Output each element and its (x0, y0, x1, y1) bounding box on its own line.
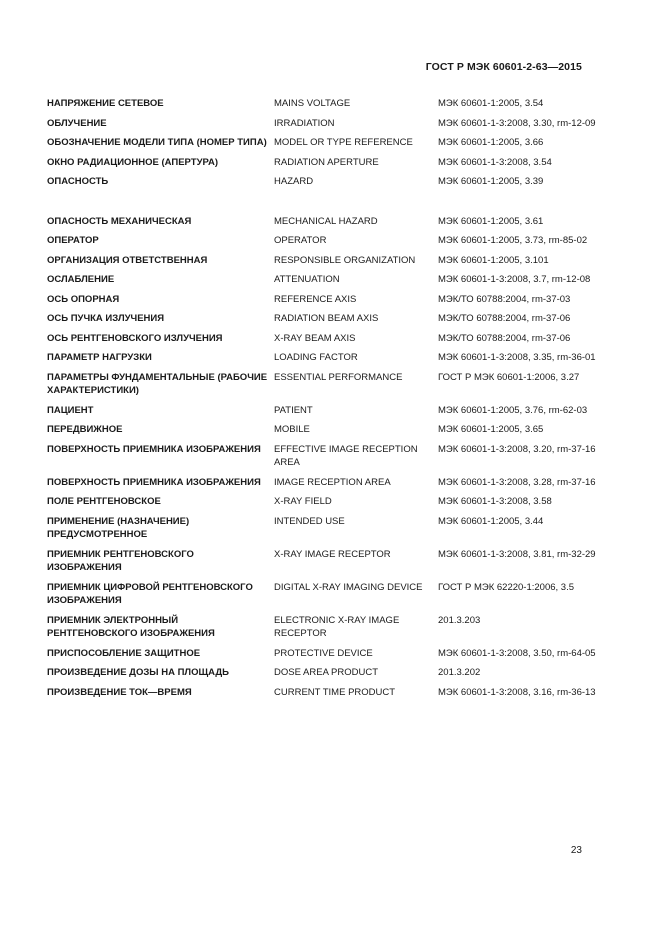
term-english: CURRENT TIME PRODUCT (274, 686, 396, 698)
term-russian: ОСЛАБЛЕНИЕ (47, 274, 115, 285)
table-row (47, 423, 607, 437)
term-reference: МЭК 60601-1:2005, 3.61 (438, 215, 544, 227)
term-english: X-RAY FIELD (274, 496, 332, 507)
term-russian: ПОВЕРХНОСТЬ ПРИЕМНИКА ИЗОБРАЖЕНИЯ (47, 443, 261, 455)
term-russian: ПОВЕРХНОСТЬ ПРИЕМНИКА ИЗОБРАЖЕНИЯ (47, 476, 261, 488)
term-reference: ГОСТ Р МЭК 62220-1:2006, 3.5 (438, 581, 575, 593)
term-russian: ПАРАМЕТР НАГРУЗКИ (47, 352, 152, 363)
term-russian: ПОЛЕ РЕНТГЕНОВСКОЕ (47, 496, 161, 507)
term-reference: МЭК 60601-1:2005, 3.66 (438, 137, 544, 148)
page-number: 23 (570, 845, 582, 856)
term-russian: ПРОИЗВЕДЕНИЕ ДОЗЫ НА ПЛОЩАДЬ (47, 667, 229, 678)
table-row (47, 234, 607, 248)
table-row (47, 686, 607, 700)
term-english: INTENDED USE (274, 515, 345, 527)
table-row (47, 97, 607, 111)
term-russian: ОКНО РАДИАЦИОННОЕ (АПЕРТУРА) (47, 156, 219, 168)
term-reference: МЭК 60601-1-3:2008, 3.81, rm-32-29 (438, 548, 596, 560)
table-row (47, 293, 607, 307)
term-english: RADIATION APERTURE (274, 156, 379, 168)
table-row (47, 351, 607, 365)
term-english: REFERENCE AXIS (274, 293, 357, 305)
table-row (47, 581, 607, 608)
term-english: ELECTRONIC X-RAY IMAGE RECEPTOR (274, 614, 400, 639)
term-english: ATTENUATION (274, 274, 340, 285)
term-english: MOBILE (274, 424, 310, 435)
term-russian: ОПЕРАТОР (47, 235, 99, 246)
term-russian: ПРИМЕНЕНИЕ (НАЗНАЧЕНИЕ) ПРЕДУСМОТРЕННОЕ (47, 515, 190, 540)
term-english: DIGITAL X-RAY IMAGING DEVICE (274, 581, 423, 593)
term-english: X-RAY BEAM AXIS (274, 332, 356, 344)
table-row (47, 666, 607, 680)
term-english: EFFECTIVE IMAGE RECEPTION AREA (274, 443, 418, 468)
table-row (47, 117, 607, 131)
term-russian: ПРИСПОСОБЛЕНИЕ ЗАЩИТНОЕ (47, 647, 201, 659)
term-reference: 201.3.202 (438, 667, 481, 678)
term-english: IMAGE RECEPTION AREA (274, 476, 391, 488)
term-reference: МЭК 60601-1:2005, 3.39 (438, 176, 544, 187)
term-reference: МЭК 60601-1:2005, 3.73, rm-85-02 (438, 235, 588, 246)
table-row (47, 647, 607, 661)
term-english: MODEL OR TYPE REFERENCE (274, 137, 413, 148)
table-row (47, 548, 607, 575)
table-row (47, 515, 607, 542)
term-russian: ОПАСНОСТЬ (47, 176, 109, 187)
term-russian: ОБЛУЧЕНИЕ (47, 117, 107, 129)
table-row (47, 371, 607, 398)
table-row (47, 136, 607, 150)
term-russian: ПРИЕМНИК ЭЛЕКТРОННЫЙ РЕНТГЕНОВСКОГО ИЗОБРАЖЕНИЯ (47, 614, 215, 639)
table-row (47, 443, 607, 470)
term-reference: МЭК 60601-1:2005, 3.44 (438, 515, 544, 527)
term-reference: МЭК 60601-1-3:2008, 3.7, rm-12-08 (438, 274, 591, 285)
term-reference: МЭК 60601-1:2005, 3.76, rm-62-03 (438, 404, 588, 416)
term-reference: МЭК 60601-1:2005, 3.65 (438, 424, 544, 435)
term-russian: ПРИЕМНИК ЦИФРОВОЙ РЕНТГЕНОВСКОГО ИЗОБРАЖЕНИЯ (47, 581, 253, 606)
term-english: MAINS VOLTAGE (274, 98, 351, 109)
table-row (47, 215, 607, 229)
term-english: RESPONSIBLE ORGANIZATION (274, 254, 416, 266)
term-reference: МЭК/ТО 60788:2004, rm-37-06 (438, 332, 571, 344)
table-row (47, 156, 607, 170)
term-russian: ОРГАНИЗАЦИЯ ОТВЕТСТВЕННАЯ (47, 254, 208, 266)
term-reference: МЭК 60601-1:2005, 3.54 (438, 98, 544, 109)
table-row (47, 175, 607, 189)
term-reference: МЭК/ТО 60788:2004, rm-37-03 (438, 293, 571, 305)
term-english: MECHANICAL HAZARD (274, 215, 378, 227)
term-reference: МЭК/ТО 60788:2004, rm-37-06 (438, 313, 571, 324)
document-header: ГОСТ Р МЭК 60601-2-63—2015 (425, 61, 582, 73)
term-english: DOSE AREA PRODUCT (274, 667, 378, 678)
table-row (47, 614, 607, 641)
table-row (47, 476, 607, 490)
table-row (47, 332, 607, 346)
term-russian: ОСЬ ПУЧКА ИЗЛУЧЕНИЯ (47, 313, 165, 324)
term-russian: ОБОЗНАЧЕНИЕ МОДЕЛИ ТИПА (НОМЕР ТИПА) (47, 137, 267, 148)
term-reference: МЭК 60601-1-3:2008, 3.35, rm-36-01 (438, 352, 596, 363)
term-reference: ГОСТ Р МЭК 60601-1:2006, 3.27 (438, 371, 580, 383)
term-russian: ПЕРЕДВИЖНОЕ (47, 424, 123, 435)
term-reference: 201.3.203 (438, 614, 481, 626)
table-row (47, 495, 607, 509)
term-reference: МЭК 60601-1-3:2008, 3.20, rm-37-16 (438, 443, 596, 455)
term-russian: ПРИЕМНИК РЕНТГЕНОВСКОГО ИЗОБРАЖЕНИЯ (47, 548, 194, 573)
term-english: OPERATOR (274, 235, 327, 246)
term-english: PATIENT (274, 404, 313, 416)
term-english: RADIATION BEAM AXIS (274, 313, 379, 324)
term-english: LOADING FACTOR (274, 352, 358, 363)
term-reference: МЭК 60601-1-3:2008, 3.28, rm-37-16 (438, 476, 596, 488)
term-english: IRRADIATION (274, 117, 335, 129)
term-russian: НАПРЯЖЕНИЕ СЕТЕВОЕ (47, 98, 164, 109)
term-russian: ПАРАМЕТРЫ ФУНДАМЕНТАЛЬНЫЕ (РАБОЧИЕ ХАРАКТЕРИСТИКИ) (47, 371, 268, 396)
term-reference: МЭК 60601-1-3:2008, 3.16, rm-36-13 (438, 686, 596, 698)
table-row (47, 312, 607, 326)
term-russian: ПАЦИЕНТ (47, 404, 94, 416)
table-row (47, 254, 607, 268)
term-english: PROTECTIVE DEVICE (274, 647, 373, 659)
term-reference: МЭК 60601-1-3:2008, 3.50, rm-64-05 (438, 647, 596, 659)
term-reference: МЭК 60601-1-3:2008, 3.30, rm-12-09 (438, 117, 596, 129)
term-english: X-RAY IMAGE RECEPTOR (274, 548, 391, 560)
term-english: HAZARD (274, 176, 314, 187)
term-russian: ОСЬ ОПОРНАЯ (47, 293, 120, 305)
term-reference: МЭК 60601-1-3:2008, 3.58 (438, 496, 552, 507)
term-russian: ОСЬ РЕНТГЕНОВСКОГО ИЗЛУЧЕНИЯ (47, 332, 223, 344)
term-reference: МЭК 60601-1:2005, 3.101 (438, 254, 549, 266)
terms-table (47, 97, 607, 699)
term-english: ESSENTIAL PERFORMANCE (274, 371, 403, 383)
term-reference: МЭК 60601-1-3:2008, 3.54 (438, 156, 552, 168)
term-russian: ПРОИЗВЕДЕНИЕ ТОК—ВРЕМЯ (47, 686, 192, 698)
term-russian: ОПАСНОСТЬ МЕХАНИЧЕСКАЯ (47, 215, 192, 227)
table-row (47, 273, 607, 287)
table-row (47, 404, 607, 418)
